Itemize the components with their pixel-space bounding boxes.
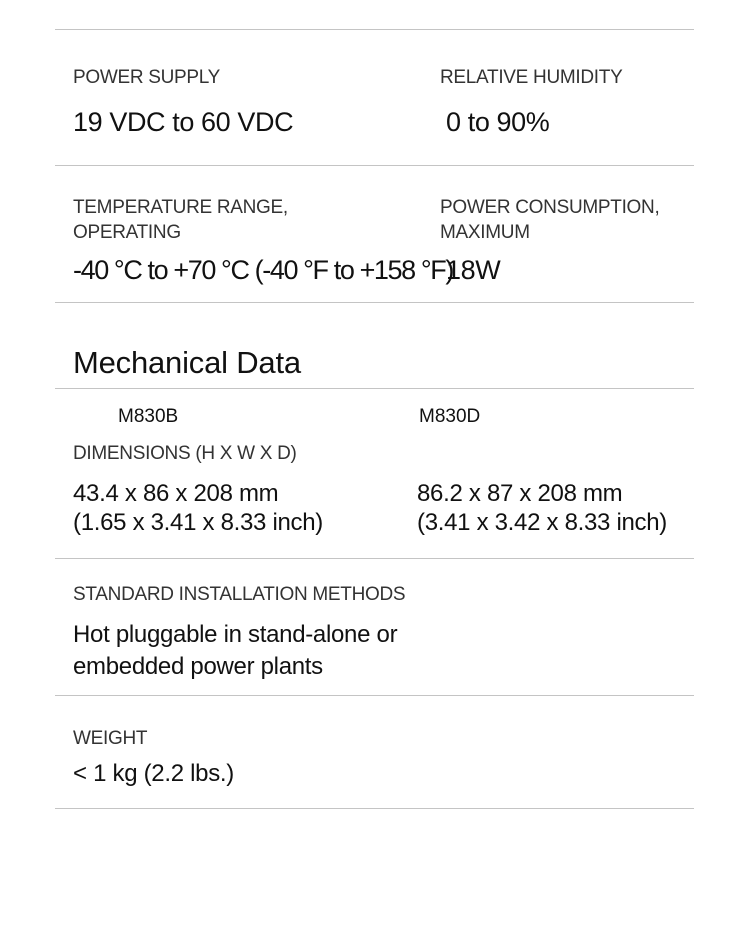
divider (55, 388, 694, 389)
model-name: M830B (118, 406, 179, 427)
spec-value: (1.65 x 3.41 x 8.33 inch) (73, 509, 323, 536)
spec-label: OPERATING (73, 222, 181, 243)
spec-value: (3.41 x 3.42 x 8.33 inch) (417, 509, 667, 536)
model-name: M830D (419, 406, 481, 427)
spec-value: -40 °C to +70 °C (-40 °F to +158 °F) (73, 255, 453, 285)
spec-value: Hot pluggable in stand-alone or (73, 621, 398, 648)
spec-value: < 1 kg (2.2 lbs.) (73, 760, 234, 787)
section-heading: Mechanical Data (73, 345, 301, 380)
spec-value: embedded power plants (73, 653, 323, 680)
divider (55, 302, 694, 303)
divider (55, 808, 694, 809)
spec-value: 86.2 x 87 x 208 mm (417, 480, 623, 507)
spec-label: RELATIVE HUMIDITY (440, 67, 623, 88)
spec-label: DIMENSIONS (H X W X D) (73, 443, 297, 464)
spec-label: MAXIMUM (440, 222, 530, 243)
spec-value: 18W (446, 255, 501, 285)
spec-label: POWER CONSUMPTION, (440, 197, 660, 218)
spec-label: POWER SUPPLY (73, 67, 221, 88)
spec-value: 43.4 x 86 x 208 mm (73, 480, 279, 507)
divider (55, 29, 694, 30)
spec-label: WEIGHT (73, 728, 148, 749)
spec-value: 19 VDC to 60 VDC (73, 107, 294, 137)
spec-value: 0 to 90% (446, 107, 550, 137)
spec-label: STANDARD INSTALLATION METHODS (73, 584, 406, 605)
divider (55, 558, 694, 559)
divider (55, 165, 694, 166)
spec-label: TEMPERATURE RANGE, (73, 197, 288, 218)
divider (55, 695, 694, 696)
